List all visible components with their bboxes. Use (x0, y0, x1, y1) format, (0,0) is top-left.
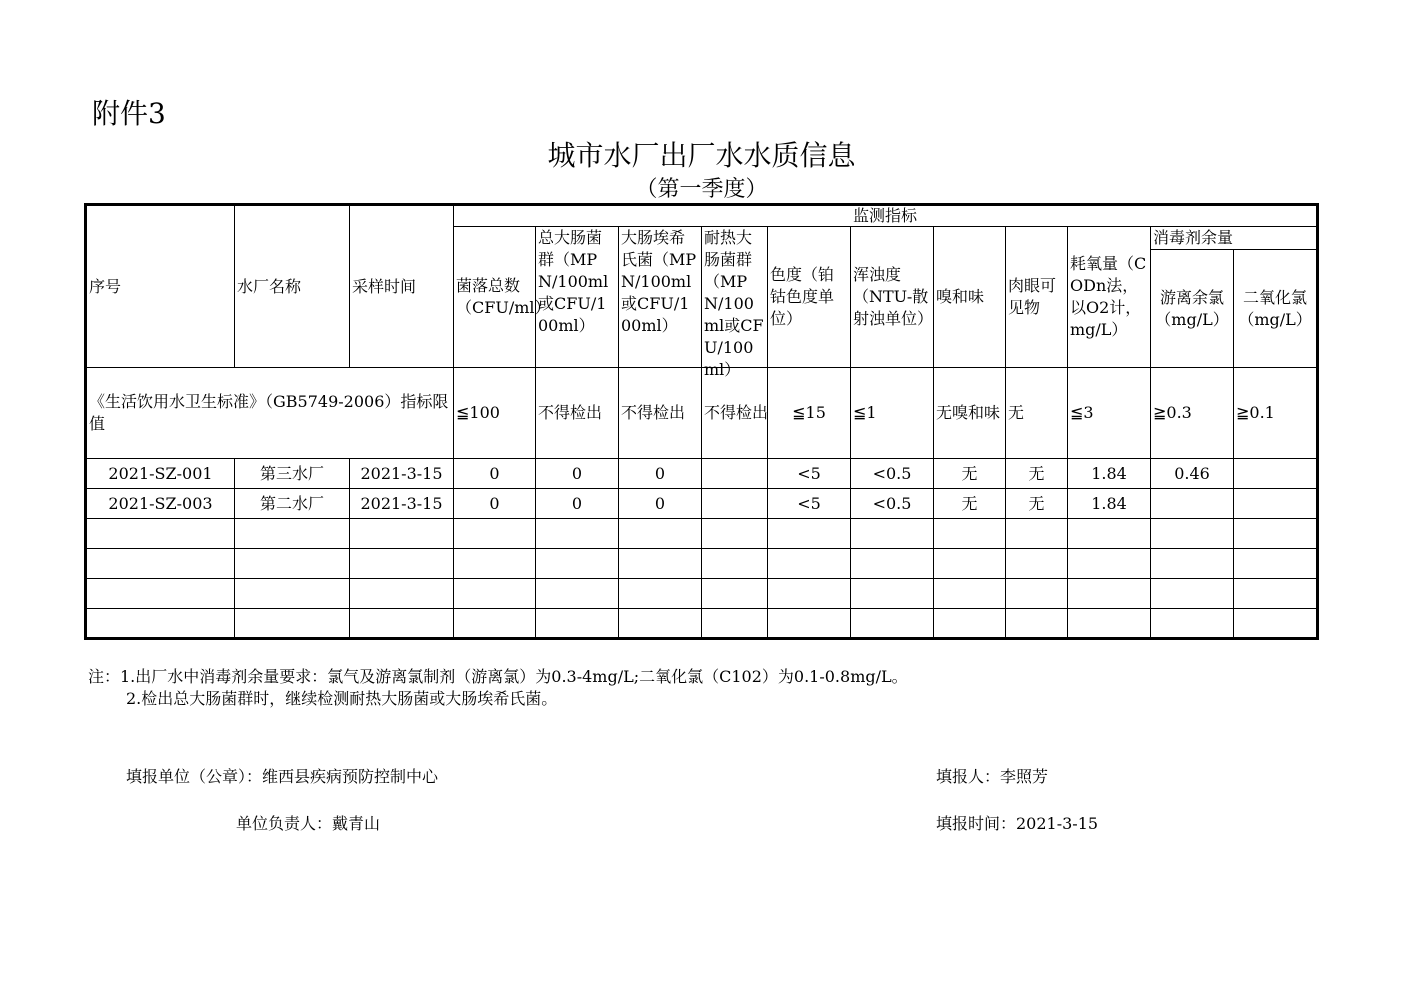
table-cell: 0 (619, 459, 702, 489)
table-cell (1234, 549, 1318, 579)
standard-value: ≦1 (851, 368, 934, 459)
table-row (86, 459, 1318, 489)
table-cell (768, 579, 851, 609)
table-cell (702, 609, 768, 639)
table-cell (350, 579, 454, 609)
table-cell (1006, 579, 1068, 609)
header-thermo-coliform: 耐热大肠菌群（MPN/100ml或CFU/100ml） (702, 227, 768, 368)
table-row (86, 519, 1318, 549)
table-cell (1068, 609, 1151, 639)
table-cell (768, 519, 851, 549)
table-cell (86, 579, 235, 609)
standard-value: ≦15 (768, 368, 851, 459)
filler-name: 填报人：李照芳 (936, 767, 1049, 786)
table-cell: 1.84 (1068, 459, 1151, 489)
standard-value: ≧0.3 (1151, 368, 1234, 459)
table-cell (1068, 579, 1151, 609)
table-cell (350, 549, 454, 579)
reporting-unit: 填报单位（公章）：维西县疾病预防控制中心 (126, 767, 439, 786)
unit-responsible: 单位负责人：戴青山 (236, 814, 381, 833)
table-cell (235, 519, 350, 549)
table-cell: 第二水厂 (235, 489, 350, 519)
table-cell (1151, 489, 1234, 519)
header-colony: 菌落总数（CFU/ml） (454, 227, 536, 368)
table-cell (454, 549, 536, 579)
table-cell (86, 609, 235, 639)
standard-value: 无 (1006, 368, 1068, 459)
table-cell: 2021-SZ-001 (86, 459, 235, 489)
header-sample-time: 采样时间 (350, 205, 454, 368)
table-cell (1006, 549, 1068, 579)
table-cell (350, 519, 454, 549)
table-row (86, 489, 1318, 519)
table-cell (350, 609, 454, 639)
table-cell (1068, 549, 1151, 579)
table-cell (1234, 579, 1318, 609)
header-visible-matter: 肉眼可见物 (1006, 227, 1068, 368)
header-ecoli: 大肠埃希氏菌（MPN/100ml或CFU/100ml） (619, 227, 702, 368)
attachment-label: 附件3 (92, 97, 166, 130)
water-quality-table (84, 203, 1319, 640)
table-cell (1234, 489, 1318, 519)
table-cell (454, 579, 536, 609)
header-free-chlorine: 游离余氯（mg/L） (1151, 250, 1234, 368)
header-turbidity: 浑浊度（NTU-散射浊单位） (851, 227, 934, 368)
table-cell (536, 579, 619, 609)
table-cell (851, 609, 934, 639)
table-cell (934, 609, 1006, 639)
table-cell: 第三水厂 (235, 459, 350, 489)
header-odor: 嗅和味 (934, 227, 1006, 368)
standard-value: 无嗅和味 (934, 368, 1006, 459)
table-cell (934, 549, 1006, 579)
header-monitor-group: 监测指标 (454, 205, 1318, 227)
standard-value: 不得检出 (536, 368, 619, 459)
table-cell (702, 459, 768, 489)
fill-time: 填报时间：2021-3-15 (936, 814, 1099, 833)
table-cell (86, 549, 235, 579)
header-cod: 耗氧量（CODn法，以O2计，mg/L） (1068, 227, 1151, 368)
table-cell: 无 (1006, 459, 1068, 489)
table-cell (702, 489, 768, 519)
table-cell: <5 (768, 489, 851, 519)
table-cell: 2021-SZ-003 (86, 489, 235, 519)
standard-value: ≧0.1 (1234, 368, 1318, 459)
table-cell: <5 (768, 459, 851, 489)
standard-label: 《生活饮用水卫生标准》（GB5749-2006）指标限值 (86, 368, 454, 459)
table-row (86, 549, 1318, 579)
table-cell (1151, 579, 1234, 609)
table-cell (1151, 609, 1234, 639)
table-cell (1234, 519, 1318, 549)
table-cell (702, 579, 768, 609)
table-cell (768, 609, 851, 639)
table-cell (619, 519, 702, 549)
table-cell (934, 579, 1006, 609)
table-cell: 无 (934, 459, 1006, 489)
table-cell (1006, 609, 1068, 639)
table-cell (851, 549, 934, 579)
table-cell (1234, 609, 1318, 639)
table-cell (1151, 519, 1234, 549)
table-cell (536, 549, 619, 579)
table-cell (1234, 459, 1318, 489)
header-chlorine-dioxide: 二氧化氯（mg/L） (1234, 250, 1318, 368)
table-cell: <0.5 (851, 459, 934, 489)
note-line-2: 2.检出总大肠菌群时，继续检测耐热大肠菌或大肠埃希氏菌。 (126, 689, 558, 708)
table-row (86, 609, 1318, 639)
table-cell (454, 609, 536, 639)
table-cell: 0 (454, 459, 536, 489)
header-color: 色度（铂钴色度单位） (768, 227, 851, 368)
table-cell (235, 549, 350, 579)
table-cell (934, 519, 1006, 549)
table-cell: 0 (619, 489, 702, 519)
table-cell (235, 579, 350, 609)
table-cell (851, 579, 934, 609)
table-cell: 无 (934, 489, 1006, 519)
table-cell (702, 549, 768, 579)
table-cell: 无 (1006, 489, 1068, 519)
table-cell: 0 (454, 489, 536, 519)
header-disinfectant-group: 消毒剂余量 (1151, 227, 1318, 250)
table-cell: <0.5 (851, 489, 934, 519)
table-cell (619, 549, 702, 579)
table-cell: 2021-3-15 (350, 489, 454, 519)
header-no: 序号 (86, 205, 235, 368)
table-cell (619, 579, 702, 609)
header-total-coliform: 总大肠菌群（MPN/100ml或CFU/100ml） (536, 227, 619, 368)
table-cell (1006, 519, 1068, 549)
table-cell (536, 609, 619, 639)
table-cell (454, 519, 536, 549)
table-cell (619, 609, 702, 639)
standard-value: 不得检出 (702, 368, 768, 459)
table-cell (1068, 519, 1151, 549)
table-cell: 1.84 (1068, 489, 1151, 519)
table-cell (536, 519, 619, 549)
table-cell (702, 519, 768, 549)
note-line-1: 注：1.出厂水中消毒剂余量要求：氯气及游离氯制剂（游离氯）为0.3-4mg/L;二氧化氯（C102）为0.1-0.8mg/L。 (88, 667, 908, 686)
table-cell (1151, 549, 1234, 579)
standard-value: 不得检出 (619, 368, 702, 459)
table-row (86, 579, 1318, 609)
page-title: 城市水厂出厂水水质信息 (547, 139, 856, 172)
standard-value: ≦3 (1068, 368, 1151, 459)
table-cell: 0 (536, 459, 619, 489)
standard-value: ≦100 (454, 368, 536, 459)
table-cell: 0.46 (1151, 459, 1234, 489)
table-cell (851, 519, 934, 549)
table-cell: 0 (536, 489, 619, 519)
table-cell (768, 549, 851, 579)
table-cell (86, 519, 235, 549)
header-plant-name: 水厂名称 (235, 205, 350, 368)
table-cell (235, 609, 350, 639)
page-subtitle: （第一季度） (635, 177, 768, 202)
table-cell: 2021-3-15 (350, 459, 454, 489)
